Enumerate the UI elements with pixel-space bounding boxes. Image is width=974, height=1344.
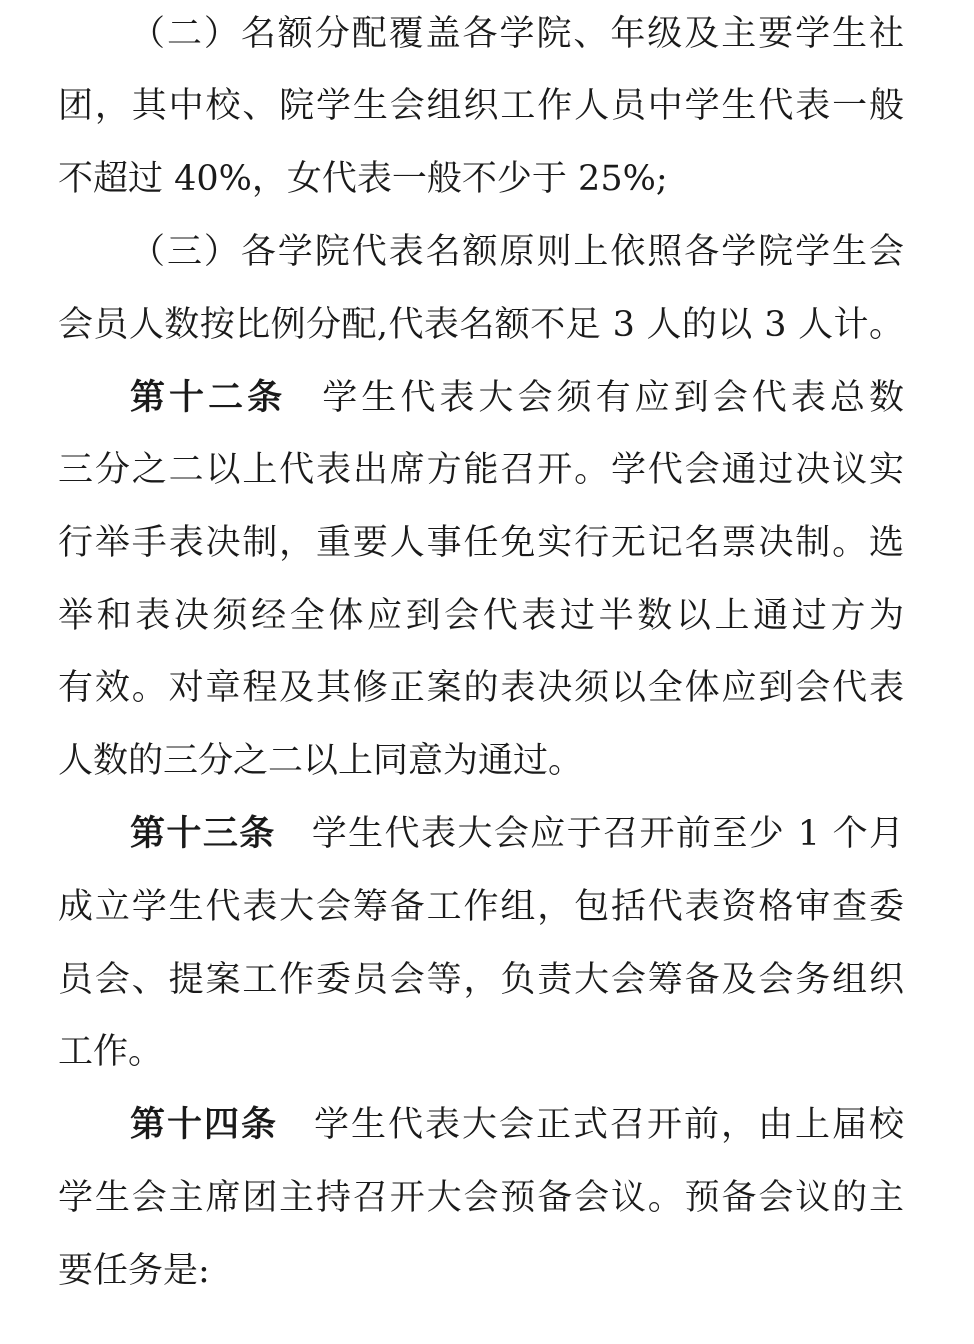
article-heading: 第十三条 [130, 813, 276, 854]
article-first-line [130, 368, 904, 428]
text-line: 人数的三分之二以上同意为通过。 [58, 741, 584, 781]
text-line: 要任务是: [58, 1251, 210, 1291]
article-heading: 第十四条 [130, 1104, 278, 1145]
text-run: 学生代表大会须有应到会代表总数 [322, 378, 904, 418]
text-line: 有效。对章程及其修正案的表决须以全体应到会代表 [58, 668, 904, 708]
text-line: （二）名额分配覆盖各学院、年级及主要学生社 [130, 14, 904, 54]
text-line: 学生会主席团主持召开大会预备会议。预备会议的主 [58, 1178, 904, 1218]
article-heading: 第十二条 [130, 377, 287, 418]
text-line: 会员人数按比例分配,代表名额不足 3 人的以 3 人计。 [58, 305, 904, 345]
article-first-line [130, 804, 904, 864]
text-line: 成立学生代表大会筹备工作组，包括代表资格审查委 [58, 887, 904, 927]
text-line: 行举手表决制，重要人事任免实行无记名票决制。选 [58, 523, 904, 563]
text-line: 员会、提案工作委员会等，负责大会筹备及会务组织 [58, 960, 904, 1000]
text-line: 三分之二以上代表出席方能召开。学代会通过决议实 [58, 450, 904, 490]
article-first-line [130, 1095, 904, 1155]
text-line: （三）各学院代表名额原则上依照各学院学生会 [130, 232, 904, 272]
text-line: 举和表决须经全体应到会代表过半数以上通过方为 [58, 596, 904, 636]
text-line: 团，其中校、院学生会组织工作人员中学生代表一般 [58, 86, 904, 126]
text-run: 学生代表大会应于召开前至少 1 个月 [311, 814, 904, 854]
text-line: 工作。 [58, 1032, 164, 1072]
text-line: 不超过 40%，女代表一般不少于 25%; [58, 159, 668, 199]
text-run: 学生代表大会正式召开前，由上届校 [314, 1105, 904, 1145]
